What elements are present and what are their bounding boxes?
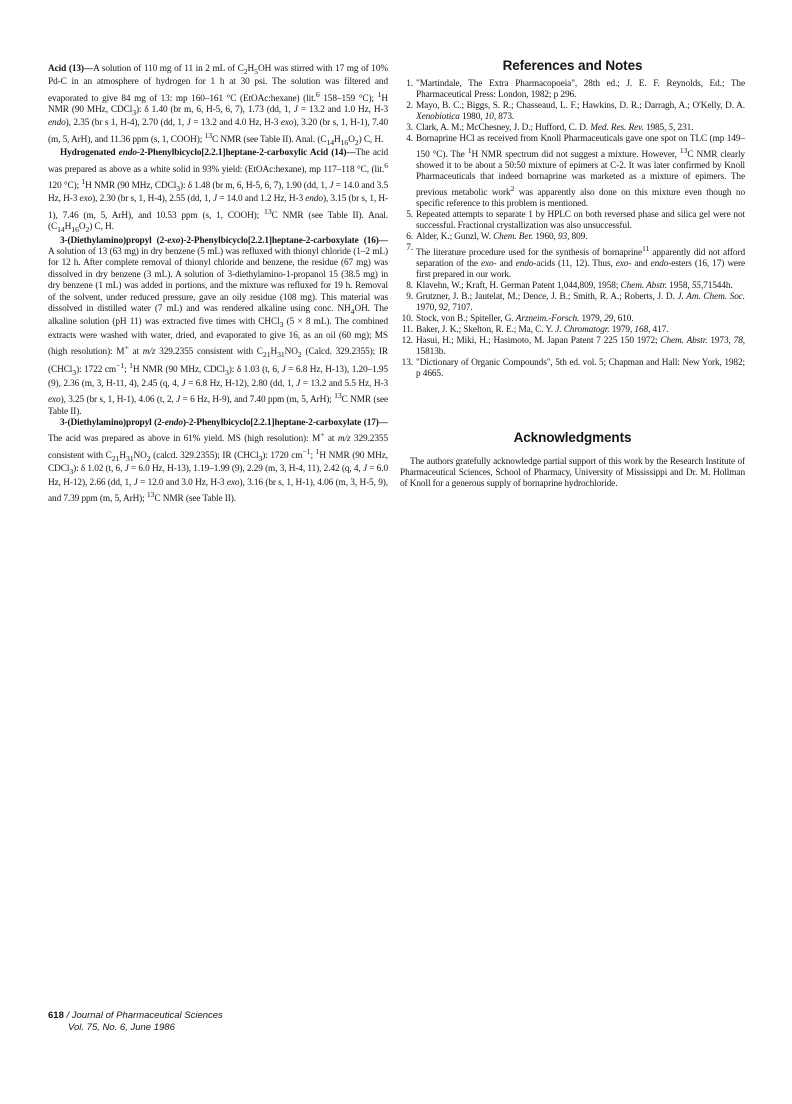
reference-number: 8.: [406, 281, 413, 292]
reference-text: Stock, von B.; Spiteller, G. Arzneim.-Forsch. 1979, 29, 610.: [416, 314, 634, 325]
experimental-paragraph: 3-(Diethylamino)propyl (2-endo)-2-Phenylbicyclo[2.2.1]heptane-2-carboxylate (17)—The acid was prepared as above in 61% yield. MS (high resolution): M+ at m/z 329.2355 consistent with $C_{21}H_{31}NO_2$ (calcd. 329.2355); IR (CHCl$_3$): 1720 $cm^{-1}$; $^1$H NMR (90 MHz, CDCl$_3$): δ 1.02 (t, 6, J = 6.0 Hz, H-13), 1.19–1.99 (9), 2.29 (m, 3, H-4, 11), 2.42 (q, 4, J = 6.0 Hz, H-12), 2.66 (dd, 1, J = 12.0 and 3.0 Hz, H-3 exo), 3.16 (br s, 1, H-1), 4.06 (m, 3, H-5, 9), and 7.39 ppm (m, 5, ArH); $^{13}$C NMR (see Table II).: [48, 418, 389, 505]
experimental-section: [48, 64, 388, 505]
reference-text: Mayo, B. C.; Biggs, S. R.; Chasseaud, L. F.; Hawkins, D. R.; Darragh, A.; O'Kelly, D. A. Xenobiotica 1980, 10, 873.: [416, 101, 745, 122]
reference-number: 1.: [406, 79, 413, 89]
reference-item: [400, 101, 745, 123]
experimental-paragraph: Acid (13)—A solution of 110 mg of 11 in 2 mL of $C_2H_5OH$ was stirred with 17 mg of 10% Pd-C in an atmosphere of hydrogen for 1 h at 30 psi. The solution was filtered and evaporated to give 84 mg of 13: mp 160–161 °C (EtOAc:hexane) (lit.$^6$ 158–159 °C); $^1$H NMR (90 MHz, CDCl$_3$): δ 1.40 (br m, 6, H-5, 6, 7), 1.73 (dd, 1, J = 13.2 and 1.0 Hz, H-3 endo), 2.35 (br s 1, H-4), 2.70 (dd, 1, J = 13.2 and 4.0 Hz, H-3 exo), 3.20 (br s, 1, H-1), 7.40 (m, 5, ArH), and 11.36 ppm (s, 1, COOH); $^{13}$C NMR (see Table II). Anal. $(C_{14}H_{16}O_2)$ C, H.: [48, 64, 389, 147]
acknowledgments-heading: Acknowledgments: [513, 430, 632, 446]
reference-number: 4.: [406, 134, 413, 144]
experimental-paragraph: 3-(Diethylamino)propyl (2-exo)-2-Phenylbicyclo[2.2.1]heptane-2-carboxylate (16)—A solution of 13 (63 mg) in dry benzene (5 mL) was refluxed with thionyl chloride (1–2 mL) for 12 h. After complete removal of thionyl chloride and benzene, the residue (67 mg) was dissolved in dry benzene (3 mL). A solution of 3-diethylamino-1-propanol 15 (38.5 mg) in dry benzene (1 mL) was added in portions, and the mixture was refluxed for 19 h. Removal of the solvent, under reduced pressure, gave an oily residue (108 mg). This material was dissolved in distilled water (7 mL) and was rendered alkaline using conc. $NH_4OH$. The alkaline solution (pH 11) was extracted five times with CHCl$_3$ (5 × 8 mL). The combined extracts were washed with water, dried, and evaporated to give 16, as an oil (60 mg); MS (high resolution): M+ at m/z 329.2355 consistent with $C_{21}H_{31}NO_2$ (Calcd. 329.2355); IR (CHCl$_3$): 1722 $cm^{-1}$; $^1$H NMR (90 MHz, CDCl$_3$): δ 1.03 (t, 6, J = 6.8 Hz, H-13), 1.20–1.95 (9), 2.36 (m, 3, H-11, 4), 2.45 (q, 4, J = 6.8 Hz, H-12), 2.80 (dd, 1, J = 13.2 and 5.5 Hz, H-3 exo), 3.25 (br s, 1, H-1), 4.06 (t, 2, J = 6 Hz, H-9), and 7.40 ppm (m, 5, ArH); $^{13}$C NMR (see Table II).: [48, 235, 389, 417]
journal-name: / Journal of Pharmaceutical Sciences: [63, 1010, 223, 1021]
reference-number: 11.: [402, 325, 413, 336]
reference-number: 5.: [406, 210, 413, 221]
reference-item: [400, 79, 745, 101]
reference-item: [400, 243, 745, 281]
reference-item: [400, 134, 745, 210]
experimental-paragraph: Hydrogenated endo-2-Phenylbicyclo[2.2.1]heptane-2-carboxylic Acid (14)—The acid was prepared as above as a white solid in 93% yield: (EtOAc:hexane), mp 117–118 °C, (lit.$^6$ 120 °C); $^1$H NMR (90 MHz, CDCl$_3$): δ 1.48 (br m, 6, H-5, 6, 7), 1.90 (dd, 1, J = 14.0 and 3.5 Hz, H-3 exo), 2.30 (br s, 1, H-4), 2.55 (dd, 1, J = 14.0 and 1.2 Hz, H-3 endo), 3.15 (br s, 1, H-1), 7.46 (m, 5, ArH), and 10.53 ppm (s, 1, COOH); $^{13}$C NMR (see Table II). Anal. $(C_{14}H_{16}O_2)$ C, H.: [48, 148, 388, 235]
reference-item: [400, 292, 745, 314]
reference-text: "Dictionary of Organic Compounds", 5th ed. vol. 5; Chapman and Hall: New York, 1982; p 4665.: [416, 358, 745, 380]
reference-text: The literature procedure used for the synthesis of bornaprine$^{11}$ apparently did not afford separation of the exo- and endo-acids (11, 12). Thus, exo- and endo-esters (16, 17) were first prepared in our work.: [416, 244, 745, 281]
references-heading: References and Notes: [502, 58, 643, 73]
reference-number: 13.: [401, 358, 413, 369]
reference-text: Bornaprine HCl as received from Knoll Pharmaceuticals gave one spot on TLC (mp 149–150 °C). The $^1$H NMR spectrum did not suggest a mixture. However, $^{13}$C NMR clearly showed it to be about a 50:50 mixture of epimers at C-2. It was later confirmed by Knoll Pharmaceuticals that indeed bornaprine was marketed as a mixture of epimers. The previous metabolic work$^2$ was apparently also done on this mixture even though no specific reference to this problem is mentioned.: [416, 134, 745, 210]
acknowledgments-text: The authors gratefully acknowledge partial support of this work by the Research Institute of Pharmaceutical Sciences, School of Pharmacy, University of Mississippi and Dr. M. Hollman of Knoll for a generous supply of bornaprine hydrochloride.: [400, 457, 745, 490]
reference-item: [400, 210, 745, 232]
reference-item: [400, 336, 745, 358]
reference-text: Grutzner, J. B.; Jautelat, M.; Dence, J. B.; Smith, R. A.; Roberts, J. D. J. Am. Chem. Soc. 1970, 92, 7107.: [416, 292, 745, 314]
reference-item: [400, 281, 745, 292]
reference-text: Baker, J. K.; Skelton, R. E.; Ma, C. Y. J. Chromatogr. 1979, 168, 417.: [416, 325, 669, 336]
reference-number: 6.: [406, 232, 413, 243]
page-footer: [48, 1010, 308, 1034]
page-number: 618: [48, 1010, 64, 1021]
reference-item: [400, 314, 745, 325]
right-column: [400, 60, 745, 490]
reference-text: Clark, A. M.; McChesney, J. D.; Hufford, C. D. Med. Res. Rev. 1985, 5, 231.: [416, 123, 694, 133]
reference-item: [400, 358, 745, 380]
reference-number: 7.: [406, 243, 413, 254]
reference-text: Alder, K.; Gunzl, W. Chem. Ber. 1960, 93, 809.: [416, 232, 588, 243]
reference-text: Klavehn, W.; Kraft, H. German Patent 1,044,809, 1958; Chem. Abstr. 1958, 55,71544h.: [416, 281, 733, 292]
journal-volume: Vol. 75, No. 6, June 1986: [68, 1022, 175, 1033]
reference-text: Hasui, H.; Miki, H.; Hasimoto, M. Japan Patent 7 225 150 1972; Chem. Abstr. 1973, 78, 15813b.: [416, 336, 745, 358]
reference-item: [400, 325, 745, 336]
reference-number: 10.: [401, 314, 413, 325]
reference-number: 9.: [406, 292, 413, 303]
reference-item: [400, 123, 745, 134]
reference-number: 2.: [406, 101, 413, 111]
references-list: [400, 79, 745, 380]
reference-number: 12.: [401, 336, 413, 347]
reference-number: 3.: [406, 123, 413, 133]
reference-text: "Martindale, The Extra Pharmacopoeia", 28th ed.; J. E. F. Reynolds, Ed.; The Pharmaceutical Press: London, 1982; p 296.: [416, 79, 745, 100]
reference-text: Repeated attempts to separate 1 by HPLC on both reversed phase and silica gel were not successful. Fractional crystallization was also unsuccessful.: [416, 210, 745, 232]
reference-item: [400, 232, 745, 243]
